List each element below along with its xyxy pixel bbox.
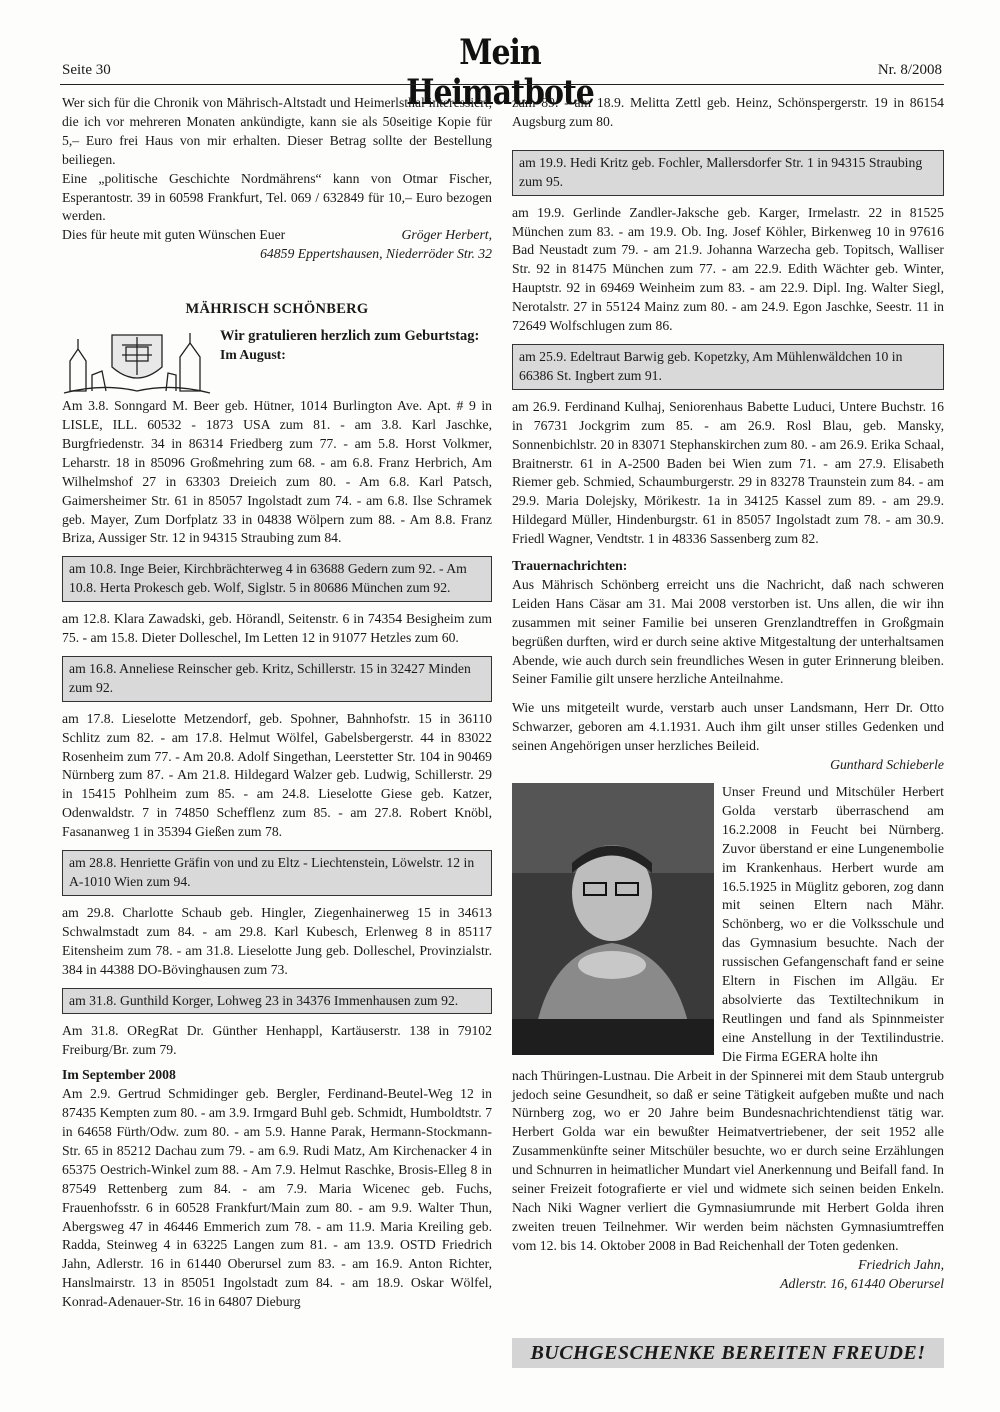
mourning-caesar: Aus Mährisch Schönberg erreicht uns die Nachricht, daß nach schweren Leiden Hans Cäsar am 31. Mai 2008 verstorben ist. Uns allen, die wir ihn zusammen mit seiner Familie bei unseren Grenzlandtreffen in Großgmain begrüßen durften, wird er durch seine aktive Mitgestaltung der unterhaltsamen Abende, wie auch durch sein freundliches Wesen in guter Erinnerung bleiben. Seiner Familie gilt unsere herzliche Anteilnahme. xyxy=(512,576,944,687)
issue-number: Nr. 8/2008 xyxy=(877,62,942,78)
intro-chronik: Wer sich für die Chronik von Mährisch-Altstadt und Heimerlsthal interessiert, die ich vor mehreren Monaten ankündigte, kann sie als 50seitige Kopie für 5,– Euro frei Haus von mir erhalten. Dieser Betrag sollte der Bestellung beiliegen. xyxy=(62,95,492,167)
highlight-box-1: am 10.8. Inge Beier, Kirchbrächterweg 4 in 63688 Gedern zum 92. - Am 10.8. Herta Prokesch geb. Wolf, Siglstr. 5 in 80686 München zum 92. xyxy=(62,556,492,602)
birthdays-r3: am 26.9. Ferdinand Kulhaj, Seniorenhaus Babette Luduci, Untere Buchstr. 16 in 76731 Jockgrim zum 85. - am 26.9. Rosl Blau, geb. Mansky, Sonnenbichlstr. 20 in 83071 Stephanskirchen zum 80. - am 26.9. Erika Schaal, Braitnerstr. 61 in A-2500 Baden bei Wien zum 71. - am 27.9. Elisabeth Riemer geb. Schmied, Schaumburgerstr. 29 in 83278 Traunstein zum 84. - am 29.9. Maria Dolejsky, Mörikestr. 1a in 34125 Kassel zum 89. - am 29.9. Hildegard Müller, Hindenburgstr. 61 in 85057 Ingolstadt zum 78. - am 30.9. Friedl Wagner, Vendtstr. 1 in 48336 Sassenberg zum 82. xyxy=(512,398,944,547)
crest-block xyxy=(62,327,492,397)
header-rule xyxy=(60,84,944,85)
obituary-golda-cont: nach Thüringen-Lustnau. Die Arbeit in der Spinnerei mit dem Staub untergrub jedoch seine Gesundheit, so daß er seine Tätigkeit aufgeben mußte und nach Nürnberg zog, wo er 20 Jahre beim Bundesnachrichtendienst tätig war. Herbert Golda war ein bewußter Heimatvertriebener, der seit 1952 alle Zusammenkünfte seiner Mitschüler besuchte, wo er durch seine Erzählungen und Schnurren in heimatlicher Mundart viel Anerkennung und Beifall fand. In seiner Freizeit fotografierte er viel und widmete sich seinen beiden Enkeln. Nach Niki Wagner verliert die Gymnasiumrunde mit Herbert Golda ihren zweiten treuen Teilnehmer. Wir werden beim nächsten Gymnasiumtreffen vom 12. bis 14. Oktober 2008 in Bad Reichenhall der Toten gedenken. xyxy=(512,1067,944,1253)
highlight-box-4: am 31.8. Gunthild Korger, Lohweg 23 in 34376 Immenhausen zum 92. xyxy=(62,988,492,1015)
month-september: Im September 2008 xyxy=(62,1067,176,1083)
birthdays-r2: am 19.9. Gerlinde Zandler-Jaksche geb. Karger, Irmelastr. 22 in 81525 München zum 83. - am 19.9. Ob. Ing. Josef Köhler, Birkenweg 10 in 97616 Bad Neustadt zum 79. - am 21.9. Johanna Warzecha geb. Topitsch, Walliser Str. 92 in 81475 München zum 77. - am 22.9. Edith Wächter geb. Winter, Hauptstr. 92 in 69469 Weinheim zum 83. - am 22.9. Dipl. Ing. Walter Siegl, Nerotalstr. 27 in 55124 Mainz zum 80. - am 24.9. Egon Jaschke, Seestr. 11 in 72649 Wolfschlugen zum 86. xyxy=(512,204,944,334)
signature-schieberle: Gunthard Schieberle xyxy=(830,757,944,773)
highlight-box-r1: am 19.9. Hedi Kritz geb. Fochler, Mallersdorfer Str. 1 in 94315 Straubing zum 95. xyxy=(512,150,944,196)
town-crest-icon xyxy=(62,327,212,397)
month-august: Im August: xyxy=(220,347,286,363)
mourning-schwarzer: Wie uns mitgeteilt wurde, verstarb auch unser Landsmann, Herr Dr. Otto Schwarzer, geboren am 4.1.1931. Auch ihm gilt unser stilles Gedenken und seinen Angehörigen unser herzliches Beileid. xyxy=(512,700,944,754)
highlight-box-2: am 16.8. Anneliese Reinscher geb. Kritz, Schillerstr. 15 in 32427 Minden zum 92. xyxy=(62,656,492,702)
intro-geschichte: Eine „politische Geschichte Nordmährens“ kann von Otmar Fischer, Esperantostr. 39 in 60598 Frankfurt, Tel. 069 / 632849 für 10,– Euro bezogen werden. xyxy=(62,170,492,224)
september-birthdays: Am 2.9. Gertrud Schmidinger geb. Bergler, Ferdinand-Beutel-Weg 12 in 87435 Kempten zum 80. - am 3.9. Irmgard Buhl geb. Schmidt, Humboldtstr. 7 in 64658 Fürth/Odw. zum 80. - am 5.9. Hanne Parak, Hermann-Stockmann-Str. 65 in 85212 Dachau zum 79. - am 6.9. Rudi Matz, Am Kirchenacker 4 in 65375 Oestrich-Winkel zum 88. - Am 7.9. Helmut Raschke, Brosis-Elleg 8 in 87549 Rettenberg zum 84. - am 7.9. Maria Wicenec geb. Fuchs, Frauenhofsstr. 6 in 60528 Frankfurt/Main zum 80. - am 9.9. Walter Thun, Abergsweg 47 in 46446 Emmerich zum 78. - am 11.9. Maria Kreiling geb. Radda, Steinweg 4 in 63225 Langen zum 81. - am 13.9. OSTD Friedrich Jahn, Adlerstr. 16 in 61440 Oberursel zum 83. - am 16.9. Anton Richter, Hanslmairstr. 13 in 85051 Ingolstadt zum 84. - am 18.9. Oskar Wölfel, Konrad-Adenauer-Str. 16 in 64807 Dieburg xyxy=(62,1086,492,1310)
intro-closing xyxy=(62,226,492,245)
highlight-box-3: am 28.8. Henriette Gräfin von und zu Eltz - Liechtenstein, Löwelstr. 12 in A-1010 Wien zum 94. xyxy=(62,850,492,896)
portrait-image-icon xyxy=(512,783,714,1055)
left-column xyxy=(62,94,492,1312)
signature-jahn-address: Adlerstr. 16, 61440 Oberursel xyxy=(780,1275,944,1291)
spacer xyxy=(512,689,944,699)
section-title: MÄHRISCH SCHÖNBERG xyxy=(185,301,369,318)
august-birthdays: Am 3.8. Sonngard M. Beer geb. Hütner, 1014 Burlington Ave. Apt. # 9 in LISLE, ILL. 60532 - 1873 USA zum 81. - am 3.8. Karl Jaschke, Burgfriedenstr. 34 in 86314 Friedberg zum 77. - am 5.8. Horst Volkmer, Leharstr. 18 in 85096 Großmehring zum 68. - am 6.8. Franz Herbrich, Am Wilhelmshof 27 in 63303 Dreieich zum 80. - Am 6.8. Karl Patsch, Gaimersheimer Str. 61 in 85057 Ingolstadt zum 74. - am 6.8. Ilse Schramek geb. Mayer, Zum Dorfplatz 33 in 04838 Wölpern zum 88. - Am 8.8. Franz Briza, Aussiger Str. 12 in 94315 Straubing zum 84. xyxy=(62,398,492,546)
birthdays-p4: am 29.8. Charlotte Schaub geb. Hingler, Ziegenhainerweg 15 in 34613 Schwalmstadt zum 84. - am 29.8. Karl Kubesch, Erlenweg 8 in 85117 Eitensheim zum 78. - am 31.8. Lieselotte Jung geb. Dolleschel, Provinzialstr. 384 in 44388 DO-Bövinghausen zum 73. xyxy=(62,904,492,977)
greeting-heading: Wir gratulieren herzlich zum Geburtstag: xyxy=(220,328,480,345)
masthead-logo: Mein Heimatbote xyxy=(406,32,594,114)
right-column xyxy=(512,94,944,1293)
signature-address: 64859 Eppertshausen, Niederröder Str. 32 xyxy=(260,246,492,262)
page-number: Seite 30 xyxy=(62,62,111,78)
obituary-block xyxy=(512,783,944,1067)
closing-text: Dies für heute mit guten Wünschen Euer xyxy=(62,227,286,243)
birthdays-p2: am 12.8. Klara Zawadski, geb. Hörandl, Seitenstr. 6 in 74354 Besigheim zum 75. - am 15.8. Dieter Dolleschel, Im Letten 12 in 91077 Hetzles zum 60. xyxy=(62,611,492,646)
portrait-photo xyxy=(512,783,714,1055)
obituary-golda: Unser Freund und Mitschüler Herbert Golda verstarb überraschend am 16.2.2008 in Feucht bei Nürnberg. Zuvor überstand er eine Lungenembolie im Krankenhaus. Herbert wurde am 16.5.1925 in Müglitz geboren, zog dann mit seinen Eltern nach Mähr. Schönberg, wo er die Volksschule und das Gymnasium besuchte. Nach der russischen Gefangenschaft fand er seine Eltern in Fischen im Allgäu. Er absolvierte das Textiltechnikum in Reutlingen und fand als Spinnmeister eine Anstellung in der Textilindustrie. Die Firma EGERA holte ihn xyxy=(722,784,944,1064)
birthdays-r1: zum 89. - am 18.9. Melitta Zettl geb. Heinz, Schönspergerstr. 19 in 86154 Augsburg zum 80. xyxy=(512,95,944,129)
mourning-heading: Trauernachrichten: xyxy=(512,558,628,574)
signature-name: Gröger Herbert, xyxy=(401,227,492,243)
highlight-box-r2: am 25.9. Edeltraut Barwig geb. Kopetzky, Am Mühlenwäldchen 10 in 66386 St. Ingbert zum 91. xyxy=(512,344,944,390)
birthdays-p3: am 17.8. Lieselotte Metzendorf, geb. Spohner, Bahnhofstr. 15 in 36110 Schlitz zum 82. - am 17.8. Helmut Wölfel, Gabelsbergerstr. 44 in 83022 Rosenheim zum 77. - Am 20.8. Adolf Singethan, Leerstetter Str. 104 in 90469 Nürnberg zum 87. - Am 21.8. Hildegard Walzer geb. Ludwig, Schillerstr. 29 in 15415 Pohlheim zum 85. - am 24.8. Lieselotte Giese geb. Katzer, Odenwaldstr. 7 in 74850 Schefflenz zum 85. - am 27.8. Robert Knöbl, Fasananweg 1 in 35394 Gießen zum 78. xyxy=(62,710,492,840)
signature-jahn: Friedrich Jahn, xyxy=(858,1256,944,1272)
birthdays-p5: Am 31.8. ORegRat Dr. Günther Henhappl, Kartäuserstr. 138 in 79102 Freiburg/Br. zum 79. xyxy=(62,1023,492,1058)
book-gift-banner: BUCHGESCHENKE BEREITEN FREUDE! xyxy=(512,1338,944,1368)
